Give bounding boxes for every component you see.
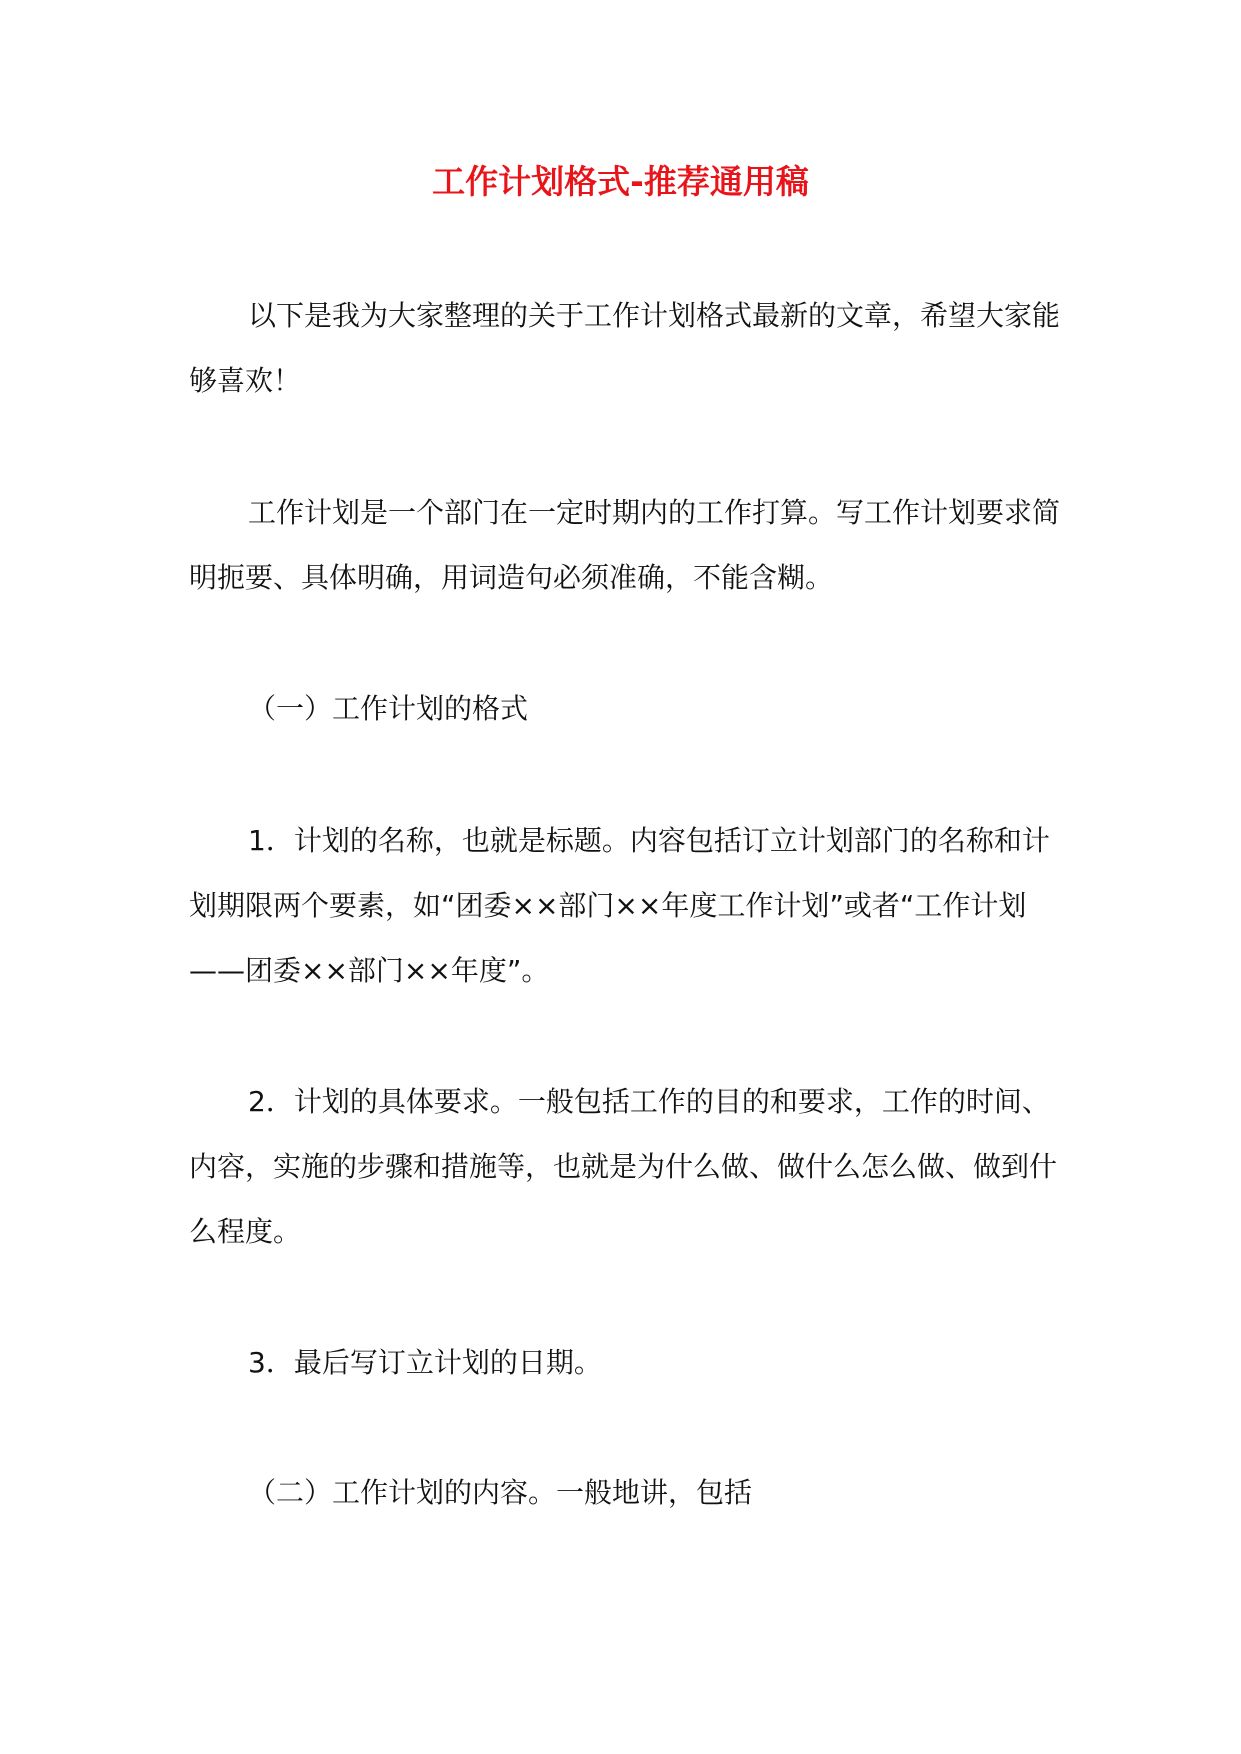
section-heading-format: （一）工作计划的格式: [248, 692, 529, 725]
document-title: 工作计划格式-推荐通用稿: [432, 162, 809, 201]
paragraph-intro: 以下是我为大家整理的关于工作计划格式最新的文章，希望大家能够喜欢！: [189, 299, 1061, 397]
paragraph-definition: 工作计划是一个部门在一定时期内的工作打算。写工作计划要求简明扼要、具体明确，用词造句必须准确，不能含糊。: [189, 496, 1061, 594]
paragraph-item-2: 2．计划的具体要求。一般包括工作的目的和要求，工作的时间、内容，实施的步骤和措施等，也就是为什么做、做什么怎么做、做到什么程度。: [189, 1085, 1058, 1248]
paragraph-item-1: 1．计划的名称，也就是标题。内容包括订立计划部门的名称和计划期限两个要素，如“团委××部门××年度工作计划”或者“工作计划——团委××部门××年度”。: [189, 824, 1050, 987]
section-heading-content: （二）工作计划的内容。一般地讲，包括: [248, 1476, 753, 1509]
paragraph-item-3: 3．最后写订立计划的日期。: [248, 1346, 602, 1379]
